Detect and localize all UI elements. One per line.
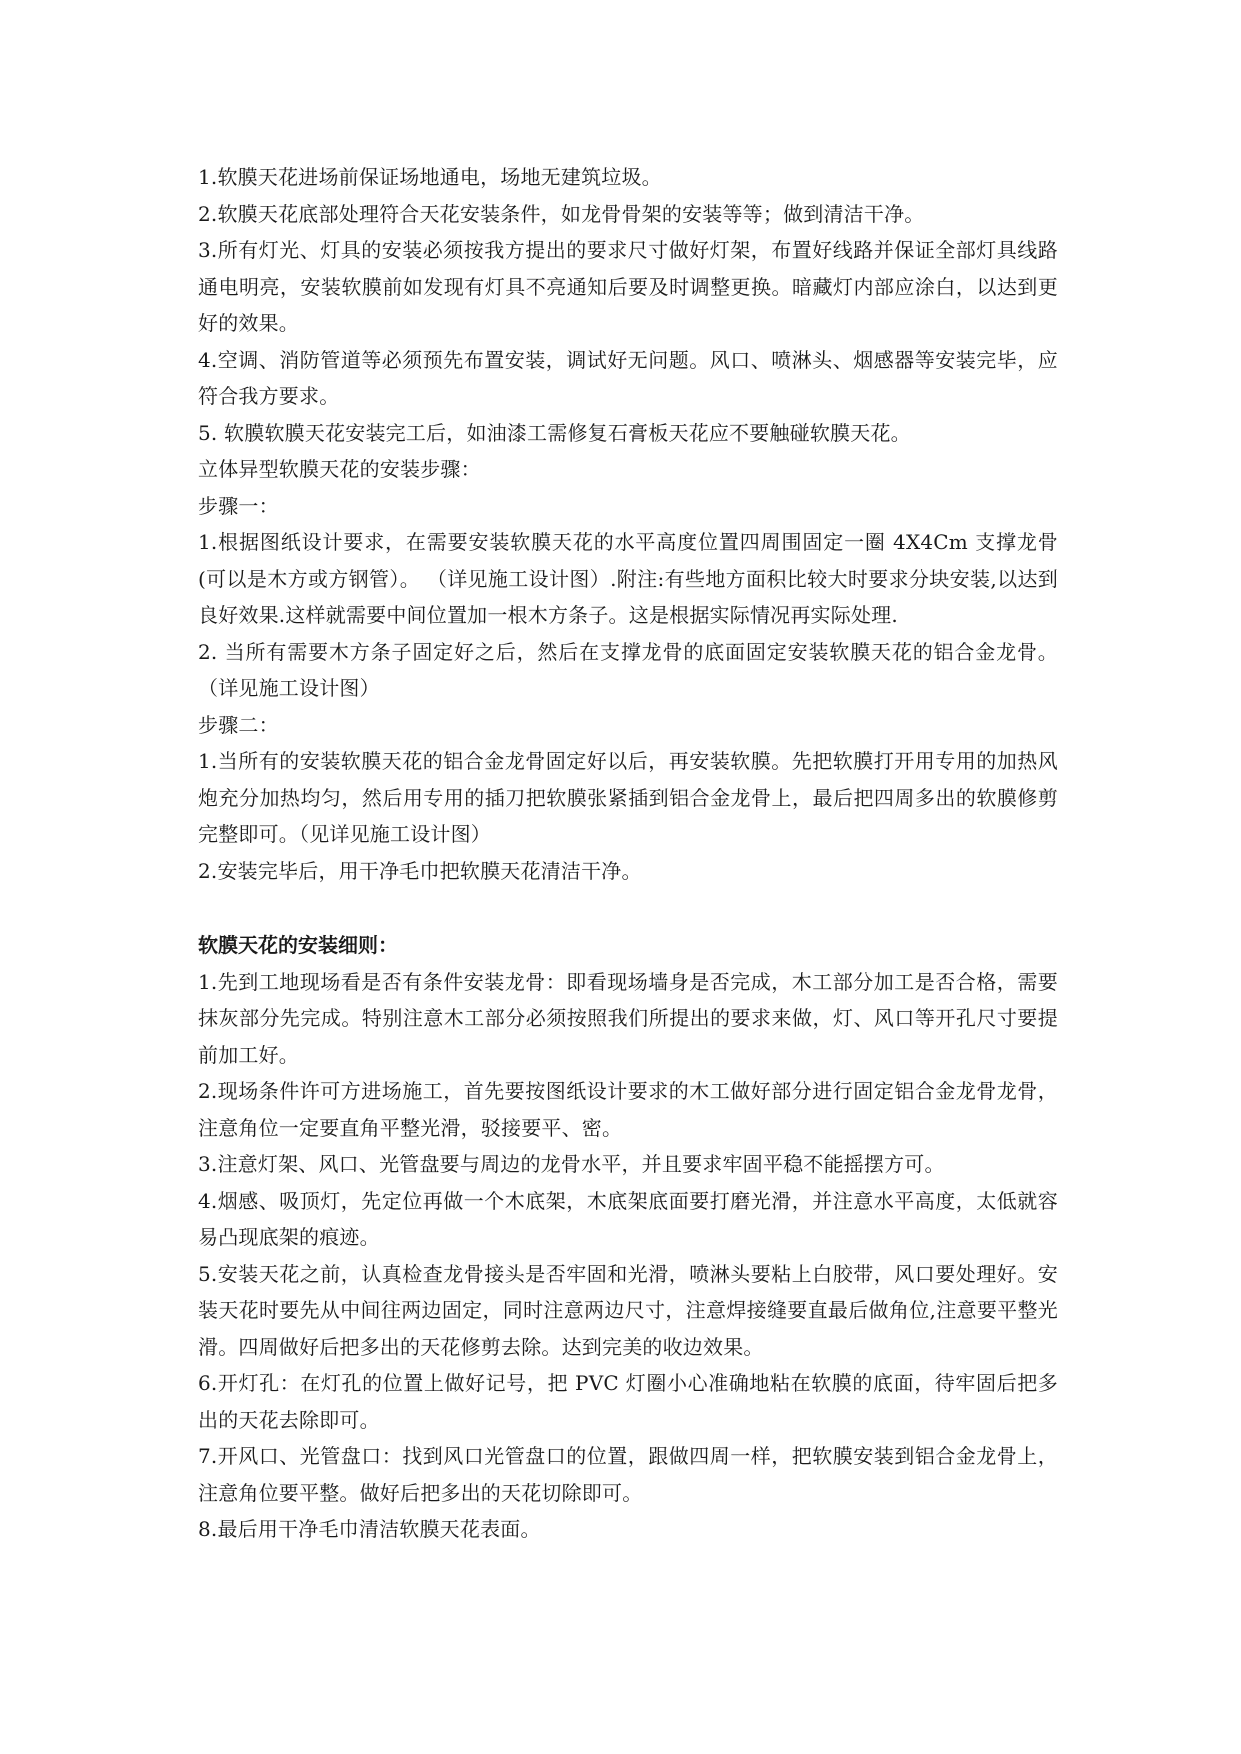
paragraph-after-install: 5. 软膜软膜天花安装完工后，如油漆工需修复石膏板天花应不要触碰软膜天花。 (198, 420, 911, 445)
rule-item-1: 1.先到工地现场看是否有条件安装龙骨：即看现场墙身是否完成，木工部分加工是否合格，需要抹灰部分先完成。特别注意木工部分必须按照我们所提出的要求来做，灯、风口等开孔尺寸要提前加工好。 (198, 969, 1058, 1067)
rule-item-3: 3.注意灯架、风口、光管盘要与周边的龙骨水平，并且要求牢固平稳不能摇摆方可。 (198, 1152, 945, 1176)
subheading-install-steps: 立体异型软膜天花的安装步骤： (198, 457, 481, 481)
step-one-item-2: 2. 当所有需要木方条子固定好之后，然后在支撑龙骨的底面固定安装软膜天花的铝合金龙骨。（详见施工设计图） (198, 639, 1058, 700)
rule-item-7: 7.开风口、光管盘口：找到风口光管盘口的位置，跟做四周一样，把软膜安装到铝合金龙骨上，注意角位要平整。做好后把多出的天花切除即可。 (198, 1444, 1058, 1505)
paragraph-lighting: 3.所有灯光、灯具的安装必须按我方提出的要求尺寸做好灯架，布置好线路并保证全部灯具线路通电明亮，安装软膜前如发现有灯具不亮通知后要及时调整更换。暗藏灯内部应涂白，以达到更好的效果。 (198, 238, 1058, 335)
paragraph-base-treatment: 2.软膜天花底部处理符合天花安装条件，如龙骨骨架的安装等等；做到清洁干净。 (198, 201, 925, 226)
step-one-item-1: 1.根据图纸设计要求，在需要安装软膜天花的水平高度位置四周围固定一圈 4X4Cm 支撑龙骨(可以是木方或方钢管）。 （详见施工设计图）.附注:有些地方面积比较大时要求分块安装,以达到良好效果.这样就需要中间位置加一根木方条子。这是根据实际情况再实际处理. (198, 530, 1059, 627)
step-two-label: 步骤二： (198, 712, 279, 737)
rule-item-4: 4.烟感、吸顶灯，先定位再做一个木底架，木底架底面要打磨光滑，并注意水平高度，太低就容易凸现底架的痕迹。 (198, 1188, 1058, 1249)
section-heading-install-rules: 软膜天花的安装细则： (198, 933, 398, 957)
section-spacer (198, 889, 1058, 927)
document-body (198, 159, 1058, 1548)
paragraph-power-and-site: 1.软膜天花进场前保证场地通电，场地无建筑垃圾。 (198, 165, 662, 189)
rule-item-5: 5.安装天花之前，认真检查龙骨接头是否牢固和光滑，喷淋头要粘上白胶带，风口要处理好。安装天花时要先从中间往两边固定，同时注意两边尺寸，注意焊接缝要直最后做角位,注意要平整光滑。四周做好后把多出的天花修剪去除。达到完美的收边效果。 (198, 1261, 1058, 1359)
paragraph-hvac: 4.空调、消防管道等必须预先布置安装，调试好无问题。风口、喷淋头、烟感器等安装完毕，应符合我方要求。 (198, 347, 1058, 408)
rule-item-2: 2.现场条件许可方进场施工，首先要按图纸设计要求的木工做好部分进行固定铝合金龙骨龙骨，注意角位一定要直角平整光滑，驳接要平、密。 (198, 1079, 1058, 1140)
rule-item-8: 8.最后用干净毛巾清洁软膜天花表面。 (198, 1517, 541, 1541)
step-two-item-1: 1.当所有的安装软膜天花的铝合金龙骨固定好以后，再安装软膜。先把软膜打开用专用的加热风炮充分加热均匀，然后用专用的插刀把软膜张紧插到铝合金龙骨上，最后把四周多出的软膜修剪完整即可。（见详见施工设计图） (198, 749, 1058, 846)
step-one-label: 步骤一： (198, 493, 279, 518)
step-two-item-2: 2.安装完毕后，用干净毛巾把软膜天花清洁干净。 (198, 858, 642, 883)
rule-item-6: 6.开灯孔：在灯孔的位置上做好记号，把 PVC 灯圈小心准确地粘在软膜的底面，待牢固后把多出的天花去除即可。 (198, 1371, 1058, 1432)
